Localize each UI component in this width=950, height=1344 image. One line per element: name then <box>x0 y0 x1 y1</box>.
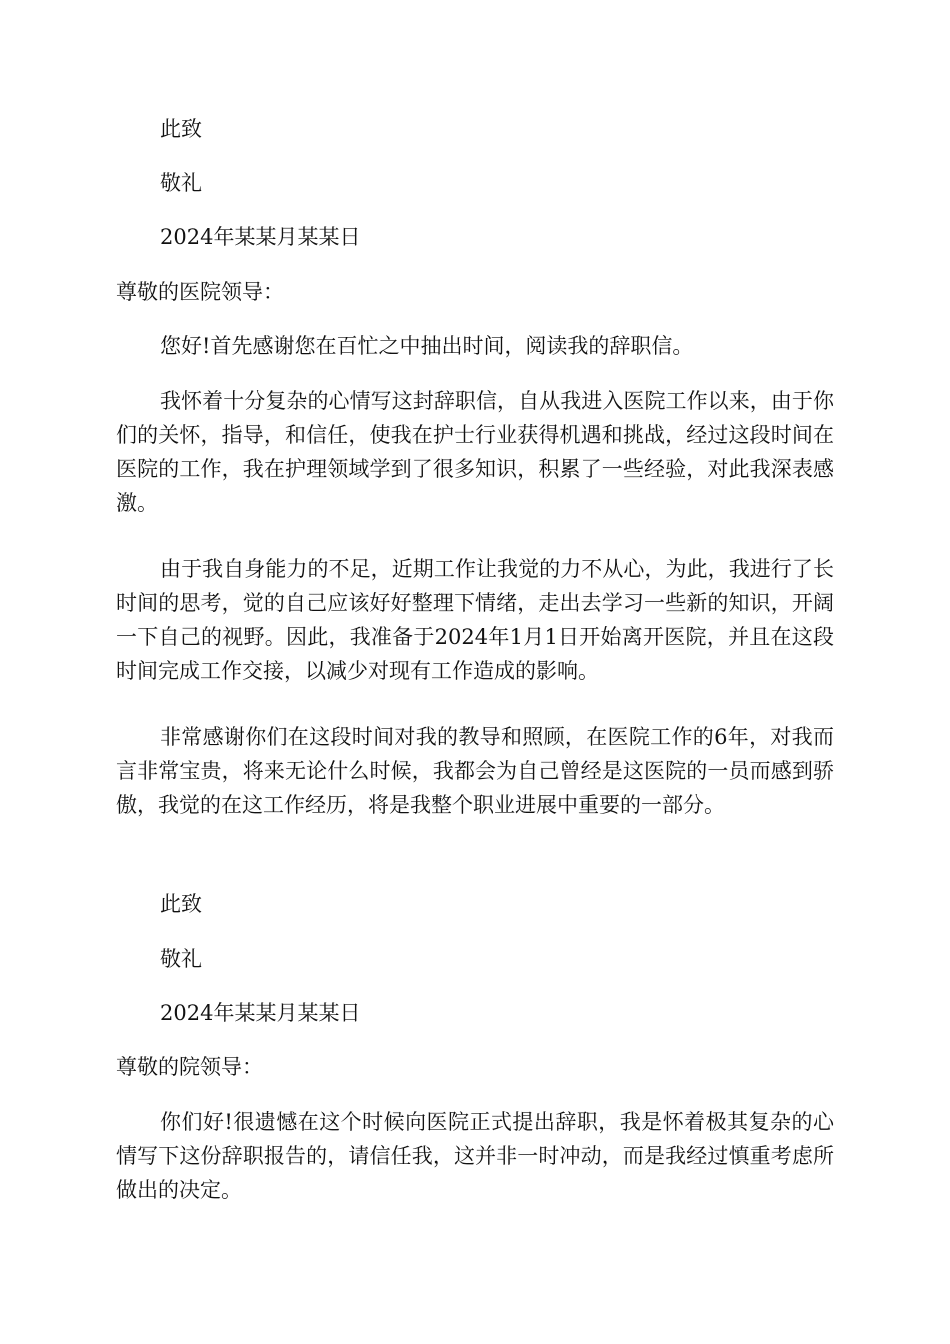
paragraph: 您好!首先感谢您在百忙之中抽出时间，阅读我的辞职信。 <box>160 334 694 358</box>
date-line: 2024年某某月某某日 <box>160 1001 361 1025</box>
salutation: 尊敬的医院领导： <box>116 280 284 304</box>
paragraph: 你们好!很遗憾在这个时候向医院正式提出辞职，我是怀着极其复杂的心情写下这份辞职报告的，请信任我，这并非一时冲动，而是我经过慎重考虑所做出的决定。 <box>116 1110 834 1202</box>
regards-line: 敬礼 <box>160 947 202 971</box>
paragraph: 我怀着十分复杂的心情写这封辞职信，自从我进入医院工作以来，由于你们的关怀，指导，和信任，使我在护士行业获得机遇和挑战，经过这段时间在医院的工作，我在护理领域学到了很多知识，积累了一些经验，对此我深表感激。 <box>116 389 834 515</box>
regards-line: 敬礼 <box>160 171 202 195</box>
paragraph: 非常感谢你们在这段时间对我的教导和照顾，在医院工作的6年，对我而言非常宝贵，将来无论什么时候，我都会为自己曾经是这医院的一员而感到骄傲，我觉的在这工作经历，将是我整个职业进展中重要的一部分。 <box>116 725 834 817</box>
salutation: 尊敬的院领导： <box>116 1055 263 1079</box>
closing-line: 此致 <box>160 892 202 916</box>
date-line: 2024年某某月某某日 <box>160 225 361 249</box>
closing-line: 此致 <box>160 117 202 141</box>
paragraph: 由于我自身能力的不足，近期工作让我觉的力不从心，为此，我进行了长时间的思考，觉的自己应该好好整理下情绪，走出去学习一些新的知识，开阔一下自己的视野。因此，我准备于2024年1月1日开始离开医院，并且在这段时间完成工作交接，以减少对现有工作造成的影响。 <box>116 557 834 683</box>
